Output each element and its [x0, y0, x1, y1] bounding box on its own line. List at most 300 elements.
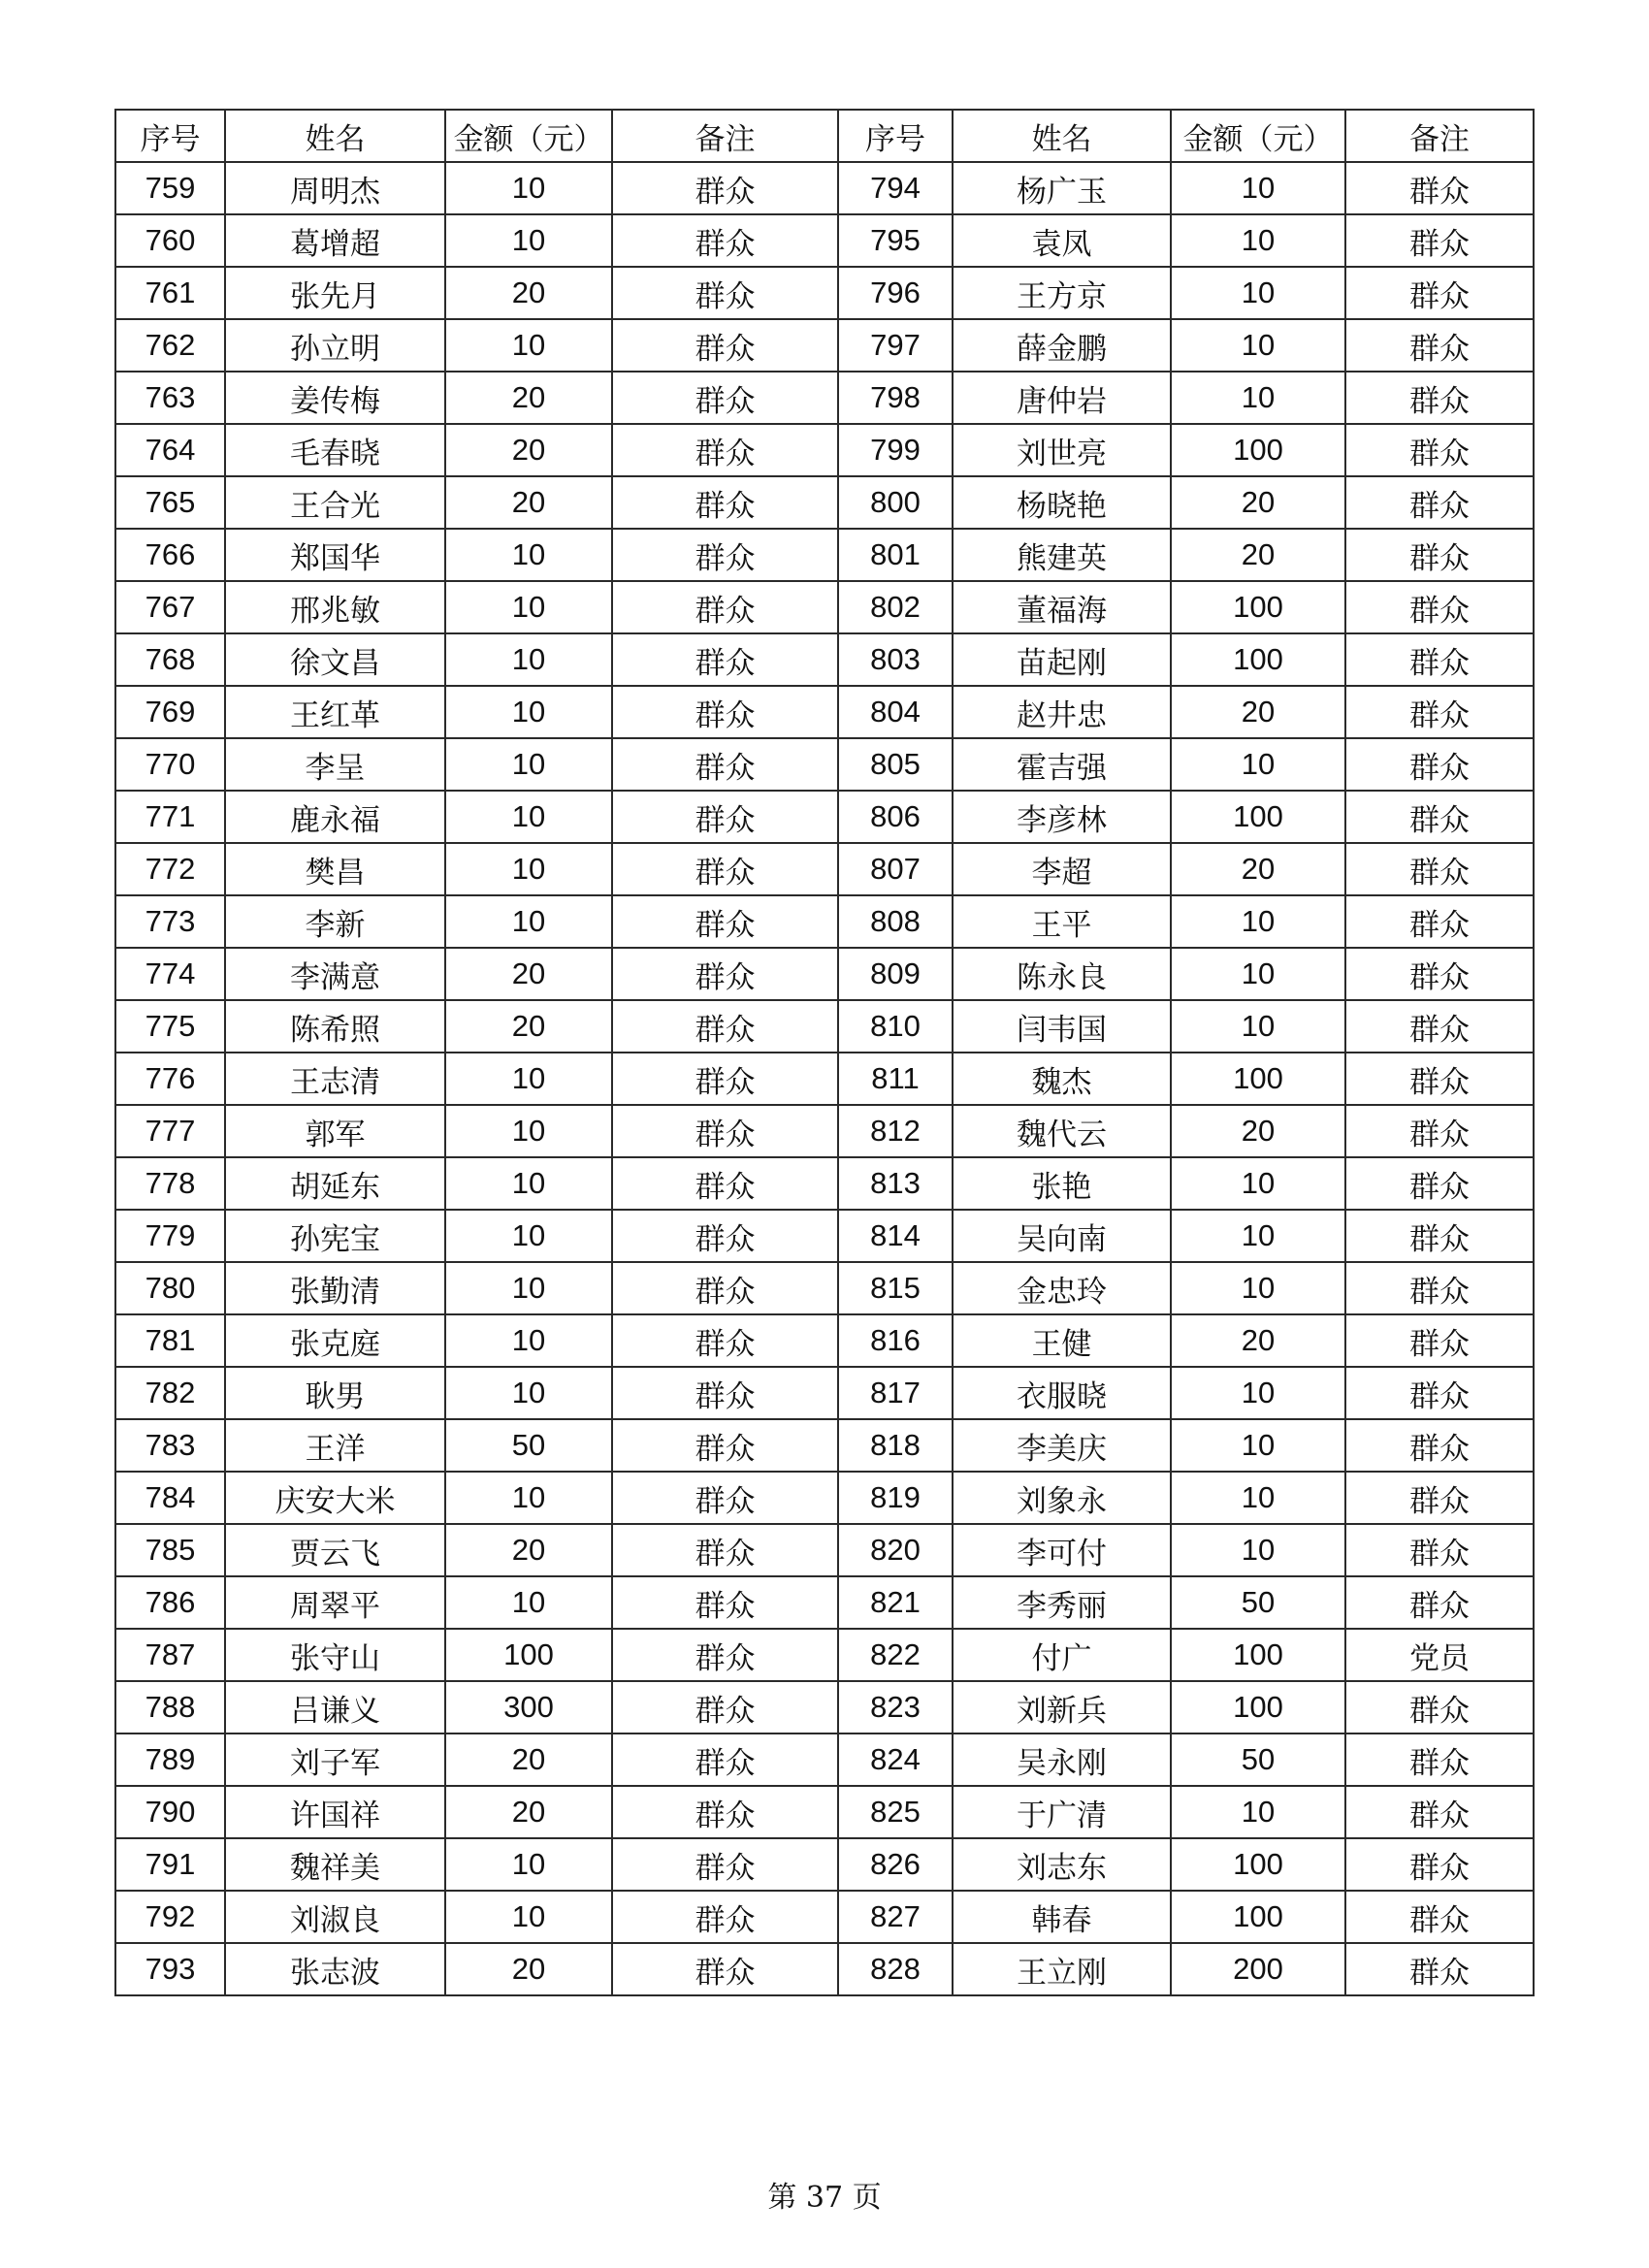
cell-remark: 群众 [1345, 1472, 1534, 1524]
cell-remark: 群众 [612, 1472, 838, 1524]
cell-remark: 群众 [612, 1786, 838, 1838]
table-row [115, 529, 1534, 581]
cell-remark: 群众 [612, 529, 838, 581]
cell-index: 810 [838, 1000, 953, 1053]
table-row [115, 1000, 1534, 1053]
cell-remark: 群众 [1345, 1262, 1534, 1314]
cell-remark: 群众 [1345, 1524, 1534, 1576]
cell-amount: 20 [1171, 529, 1345, 581]
cell-index: 807 [838, 843, 953, 895]
cell-index: 771 [115, 791, 225, 843]
cell-name: 刘象永 [953, 1472, 1171, 1524]
cell-index: 765 [115, 476, 225, 529]
cell-amount: 10 [445, 1262, 612, 1314]
cell-name: 魏祥美 [225, 1838, 445, 1891]
cell-amount: 20 [1171, 1314, 1345, 1367]
cell-remark: 群众 [612, 1314, 838, 1367]
cell-amount: 100 [1171, 633, 1345, 686]
table-row [115, 1786, 1534, 1838]
table-row [115, 372, 1534, 424]
cell-remark: 群众 [612, 1838, 838, 1891]
cell-index: 760 [115, 214, 225, 267]
cell-remark: 群众 [612, 1105, 838, 1157]
cell-index: 822 [838, 1629, 953, 1681]
cell-remark: 群众 [612, 162, 838, 214]
cell-index: 772 [115, 843, 225, 895]
cell-name: 葛增超 [225, 214, 445, 267]
cell-amount: 10 [445, 1105, 612, 1157]
cell-index: 792 [115, 1891, 225, 1943]
cell-name: 熊建英 [953, 529, 1171, 581]
cell-index: 798 [838, 372, 953, 424]
cell-remark: 群众 [612, 1629, 838, 1681]
cell-remark: 群众 [612, 1367, 838, 1419]
cell-index: 791 [115, 1838, 225, 1891]
cell-amount: 10 [1171, 1472, 1345, 1524]
cell-remark: 群众 [1345, 1943, 1534, 1995]
cell-amount: 50 [1171, 1733, 1345, 1786]
cell-name: 孙宪宝 [225, 1210, 445, 1262]
cell-name: 薛金鹏 [953, 319, 1171, 372]
cell-remark: 群众 [612, 843, 838, 895]
cell-index: 780 [115, 1262, 225, 1314]
table-row [115, 162, 1534, 214]
cell-index: 804 [838, 686, 953, 738]
cell-amount: 20 [1171, 843, 1345, 895]
cell-name: 衣服晓 [953, 1367, 1171, 1419]
cell-amount: 10 [445, 529, 612, 581]
cell-name: 李超 [953, 843, 1171, 895]
cell-remark: 群众 [612, 1943, 838, 1995]
cell-name: 耿男 [225, 1367, 445, 1419]
cell-remark: 群众 [1345, 1314, 1534, 1367]
cell-amount: 20 [1171, 476, 1345, 529]
cell-index: 801 [838, 529, 953, 581]
cell-name: 王方京 [953, 267, 1171, 319]
cell-remark: 群众 [1345, 581, 1534, 633]
cell-remark: 群众 [1345, 424, 1534, 476]
table-row [115, 476, 1534, 529]
cell-remark: 群众 [612, 738, 838, 791]
cell-name: 赵井忠 [953, 686, 1171, 738]
table-row [115, 1157, 1534, 1210]
cell-remark: 群众 [1345, 843, 1534, 895]
cell-name: 霍吉强 [953, 738, 1171, 791]
cell-remark: 群众 [612, 1157, 838, 1210]
cell-index: 783 [115, 1419, 225, 1472]
cell-index: 820 [838, 1524, 953, 1576]
header-remark-right: 备注 [1345, 110, 1534, 162]
cell-index: 805 [838, 738, 953, 791]
cell-remark: 群众 [1345, 1210, 1534, 1262]
cell-remark: 群众 [1345, 476, 1534, 529]
cell-remark: 群众 [612, 1891, 838, 1943]
table-row [115, 686, 1534, 738]
cell-remark: 群众 [612, 476, 838, 529]
cell-amount: 10 [445, 791, 612, 843]
cell-index: 759 [115, 162, 225, 214]
cell-amount: 50 [445, 1419, 612, 1472]
cell-amount: 10 [1171, 948, 1345, 1000]
cell-index: 770 [115, 738, 225, 791]
cell-index: 764 [115, 424, 225, 476]
cell-name: 王平 [953, 895, 1171, 948]
table-row [115, 319, 1534, 372]
cell-remark: 群众 [612, 214, 838, 267]
cell-index: 811 [838, 1053, 953, 1105]
cell-amount: 20 [445, 1524, 612, 1576]
cell-name: 张勤清 [225, 1262, 445, 1314]
cell-amount: 20 [1171, 686, 1345, 738]
header-index-left: 序号 [115, 110, 225, 162]
cell-name: 李呈 [225, 738, 445, 791]
cell-remark: 群众 [612, 633, 838, 686]
cell-remark: 群众 [612, 1210, 838, 1262]
cell-remark: 群众 [612, 424, 838, 476]
cell-index: 821 [838, 1576, 953, 1629]
table-row [115, 1419, 1534, 1472]
cell-name: 魏杰 [953, 1053, 1171, 1105]
cell-name: 周翠平 [225, 1576, 445, 1629]
cell-remark: 群众 [1345, 372, 1534, 424]
cell-name: 唐仲岩 [953, 372, 1171, 424]
table-row [115, 843, 1534, 895]
page-number: 第 37 页 [767, 2181, 882, 2215]
cell-index: 786 [115, 1576, 225, 1629]
cell-remark: 群众 [612, 581, 838, 633]
table-row [115, 581, 1534, 633]
cell-remark: 群众 [1345, 1367, 1534, 1419]
cell-amount: 10 [1171, 1262, 1345, 1314]
cell-index: 790 [115, 1786, 225, 1838]
cell-index: 794 [838, 162, 953, 214]
cell-remark: 群众 [612, 1419, 838, 1472]
cell-index: 779 [115, 1210, 225, 1262]
cell-remark: 群众 [1345, 529, 1534, 581]
cell-amount: 10 [445, 1053, 612, 1105]
cell-remark: 群众 [1345, 895, 1534, 948]
cell-remark: 群众 [612, 948, 838, 1000]
cell-amount: 100 [1171, 1838, 1345, 1891]
cell-amount: 20 [445, 424, 612, 476]
cell-amount: 100 [1171, 1629, 1345, 1681]
header-remark-left: 备注 [612, 110, 838, 162]
cell-name: 胡延东 [225, 1157, 445, 1210]
table-row [115, 791, 1534, 843]
header-amount-left: 金额（元） [445, 110, 612, 162]
cell-remark: 群众 [1345, 1576, 1534, 1629]
cell-name: 吕谦义 [225, 1681, 445, 1733]
cell-remark: 群众 [612, 1524, 838, 1576]
cell-name: 陈永良 [953, 948, 1171, 1000]
cell-index: 809 [838, 948, 953, 1000]
cell-remark: 群众 [612, 895, 838, 948]
cell-name: 袁凤 [953, 214, 1171, 267]
cell-remark: 群众 [1345, 1419, 1534, 1472]
cell-amount: 10 [445, 738, 612, 791]
cell-index: 799 [838, 424, 953, 476]
cell-amount: 10 [445, 581, 612, 633]
cell-index: 817 [838, 1367, 953, 1419]
table-row [115, 633, 1534, 686]
table-row [115, 1367, 1534, 1419]
cell-name: 付广 [953, 1629, 1171, 1681]
table-row [115, 1262, 1534, 1314]
header-name-right: 姓名 [953, 110, 1171, 162]
cell-amount: 10 [1171, 372, 1345, 424]
cell-amount: 20 [445, 372, 612, 424]
cell-name: 刘世亮 [953, 424, 1171, 476]
cell-name: 孙立明 [225, 319, 445, 372]
cell-amount: 20 [445, 476, 612, 529]
cell-name: 李彦林 [953, 791, 1171, 843]
cell-name: 李秀丽 [953, 1576, 1171, 1629]
cell-amount: 10 [445, 686, 612, 738]
cell-amount: 50 [1171, 1576, 1345, 1629]
cell-amount: 10 [445, 214, 612, 267]
cell-amount: 10 [445, 319, 612, 372]
table-row [115, 1053, 1534, 1105]
table-row [115, 738, 1534, 791]
cell-index: 761 [115, 267, 225, 319]
cell-name: 许国祥 [225, 1786, 445, 1838]
cell-remark: 群众 [612, 1000, 838, 1053]
cell-amount: 10 [445, 1314, 612, 1367]
cell-index: 800 [838, 476, 953, 529]
cell-index: 793 [115, 1943, 225, 1995]
cell-index: 762 [115, 319, 225, 372]
cell-remark: 群众 [1345, 1681, 1534, 1733]
cell-index: 795 [838, 214, 953, 267]
cell-index: 797 [838, 319, 953, 372]
cell-index: 826 [838, 1838, 953, 1891]
cell-amount: 100 [1171, 1053, 1345, 1105]
cell-index: 763 [115, 372, 225, 424]
cell-index: 788 [115, 1681, 225, 1733]
cell-amount: 200 [1171, 1943, 1345, 1995]
cell-name: 苗起刚 [953, 633, 1171, 686]
cell-index: 813 [838, 1157, 953, 1210]
cell-amount: 100 [1171, 1891, 1345, 1943]
cell-name: 闫韦国 [953, 1000, 1171, 1053]
table-row [115, 267, 1534, 319]
cell-index: 782 [115, 1367, 225, 1419]
cell-index: 776 [115, 1053, 225, 1105]
cell-name: 韩春 [953, 1891, 1171, 1943]
table-row [115, 214, 1534, 267]
cell-amount: 20 [445, 1000, 612, 1053]
cell-name: 周明杰 [225, 162, 445, 214]
cell-name: 刘志东 [953, 1838, 1171, 1891]
cell-name: 吴永刚 [953, 1733, 1171, 1786]
cell-remark: 群众 [1345, 948, 1534, 1000]
cell-amount: 10 [1171, 1524, 1345, 1576]
header-name-left: 姓名 [225, 110, 445, 162]
cell-index: 823 [838, 1681, 953, 1733]
cell-index: 778 [115, 1157, 225, 1210]
cell-name: 张守山 [225, 1629, 445, 1681]
cell-index: 774 [115, 948, 225, 1000]
cell-index: 769 [115, 686, 225, 738]
cell-amount: 20 [445, 1786, 612, 1838]
table-row [115, 1629, 1534, 1681]
cell-name: 刘新兵 [953, 1681, 1171, 1733]
cell-index: 824 [838, 1733, 953, 1786]
cell-remark: 群众 [1345, 1838, 1534, 1891]
cell-name: 于广清 [953, 1786, 1171, 1838]
table-row [115, 1210, 1534, 1262]
cell-amount: 20 [1171, 1105, 1345, 1157]
cell-index: 781 [115, 1314, 225, 1367]
cell-name: 李满意 [225, 948, 445, 1000]
table-row [115, 1733, 1534, 1786]
cell-name: 张艳 [953, 1157, 1171, 1210]
cell-index: 812 [838, 1105, 953, 1157]
cell-name: 董福海 [953, 581, 1171, 633]
cell-index: 784 [115, 1472, 225, 1524]
table-row [115, 424, 1534, 476]
table-header-row [115, 110, 1534, 162]
cell-name: 樊昌 [225, 843, 445, 895]
cell-remark: 群众 [1345, 162, 1534, 214]
header-amount-right: 金额（元） [1171, 110, 1345, 162]
cell-remark: 群众 [1345, 738, 1534, 791]
cell-amount: 10 [1171, 895, 1345, 948]
cell-remark: 群众 [612, 267, 838, 319]
cell-index: 773 [115, 895, 225, 948]
cell-name: 郭军 [225, 1105, 445, 1157]
cell-remark: 群众 [612, 686, 838, 738]
cell-name: 邢兆敏 [225, 581, 445, 633]
cell-remark: 群众 [1345, 1105, 1534, 1157]
cell-name: 刘子军 [225, 1733, 445, 1786]
cell-name: 毛春晓 [225, 424, 445, 476]
cell-amount: 100 [1171, 581, 1345, 633]
cell-remark: 群众 [612, 1681, 838, 1733]
cell-amount: 20 [445, 1943, 612, 1995]
cell-amount: 10 [1171, 1786, 1345, 1838]
cell-index: 785 [115, 1524, 225, 1576]
cell-amount: 10 [1171, 1000, 1345, 1053]
table-row [115, 895, 1534, 948]
cell-name: 杨晓艳 [953, 476, 1171, 529]
cell-remark: 群众 [1345, 1053, 1534, 1105]
cell-amount: 10 [1171, 267, 1345, 319]
cell-index: 825 [838, 1786, 953, 1838]
cell-name: 王志清 [225, 1053, 445, 1105]
table-row [115, 1524, 1534, 1576]
cell-amount: 10 [1171, 214, 1345, 267]
cell-index: 816 [838, 1314, 953, 1367]
cell-index: 802 [838, 581, 953, 633]
cell-index: 766 [115, 529, 225, 581]
cell-remark: 群众 [612, 791, 838, 843]
cell-name: 陈希照 [225, 1000, 445, 1053]
cell-amount: 100 [1171, 791, 1345, 843]
cell-index: 808 [838, 895, 953, 948]
table-row [115, 1838, 1534, 1891]
cell-index: 814 [838, 1210, 953, 1262]
table-row [115, 1314, 1534, 1367]
table-body [115, 162, 1534, 1995]
cell-amount: 10 [445, 1157, 612, 1210]
cell-remark: 群众 [1345, 319, 1534, 372]
cell-index: 819 [838, 1472, 953, 1524]
cell-amount: 10 [445, 1891, 612, 1943]
cell-remark: 党员 [1345, 1629, 1534, 1681]
cell-name: 李新 [225, 895, 445, 948]
cell-index: 827 [838, 1891, 953, 1943]
cell-remark: 群众 [1345, 633, 1534, 686]
cell-amount: 10 [445, 1210, 612, 1262]
cell-remark: 群众 [1345, 686, 1534, 738]
cell-name: 王洋 [225, 1419, 445, 1472]
cell-remark: 群众 [612, 1262, 838, 1314]
cell-remark: 群众 [612, 1053, 838, 1105]
cell-name: 金忠玲 [953, 1262, 1171, 1314]
cell-name: 王红革 [225, 686, 445, 738]
cell-name: 庆安大米 [225, 1472, 445, 1524]
cell-name: 王立刚 [953, 1943, 1171, 1995]
cell-amount: 20 [445, 1733, 612, 1786]
cell-name: 贾云飞 [225, 1524, 445, 1576]
cell-index: 815 [838, 1262, 953, 1314]
cell-index: 777 [115, 1105, 225, 1157]
table-row [115, 948, 1534, 1000]
cell-amount: 10 [1171, 738, 1345, 791]
cell-amount: 10 [445, 1367, 612, 1419]
cell-index: 806 [838, 791, 953, 843]
cell-amount: 100 [445, 1629, 612, 1681]
donation-table [114, 109, 1535, 1996]
cell-amount: 100 [1171, 424, 1345, 476]
cell-remark: 群众 [1345, 791, 1534, 843]
cell-index: 828 [838, 1943, 953, 1995]
cell-index: 803 [838, 633, 953, 686]
cell-amount: 10 [445, 843, 612, 895]
table-row [115, 1891, 1534, 1943]
cell-remark: 群众 [1345, 1000, 1534, 1053]
cell-remark: 群众 [612, 1733, 838, 1786]
cell-index: 818 [838, 1419, 953, 1472]
cell-index: 768 [115, 633, 225, 686]
cell-index: 796 [838, 267, 953, 319]
cell-remark: 群众 [1345, 1891, 1534, 1943]
cell-amount: 20 [445, 948, 612, 1000]
cell-name: 王合光 [225, 476, 445, 529]
cell-amount: 10 [445, 633, 612, 686]
cell-index: 787 [115, 1629, 225, 1681]
cell-name: 张克庭 [225, 1314, 445, 1367]
cell-name: 张志波 [225, 1943, 445, 1995]
cell-remark: 群众 [612, 1576, 838, 1629]
cell-remark: 群众 [1345, 214, 1534, 267]
header-index-right: 序号 [838, 110, 953, 162]
cell-name: 鹿永福 [225, 791, 445, 843]
cell-name: 徐文昌 [225, 633, 445, 686]
cell-amount: 10 [1171, 1419, 1345, 1472]
cell-amount: 300 [445, 1681, 612, 1733]
cell-amount: 10 [445, 1576, 612, 1629]
cell-amount: 10 [445, 1838, 612, 1891]
cell-name: 杨广玉 [953, 162, 1171, 214]
cell-name: 吴向南 [953, 1210, 1171, 1262]
cell-remark: 群众 [1345, 267, 1534, 319]
cell-name: 姜传梅 [225, 372, 445, 424]
cell-name: 李可付 [953, 1524, 1171, 1576]
cell-amount: 10 [1171, 319, 1345, 372]
cell-amount: 10 [445, 1472, 612, 1524]
